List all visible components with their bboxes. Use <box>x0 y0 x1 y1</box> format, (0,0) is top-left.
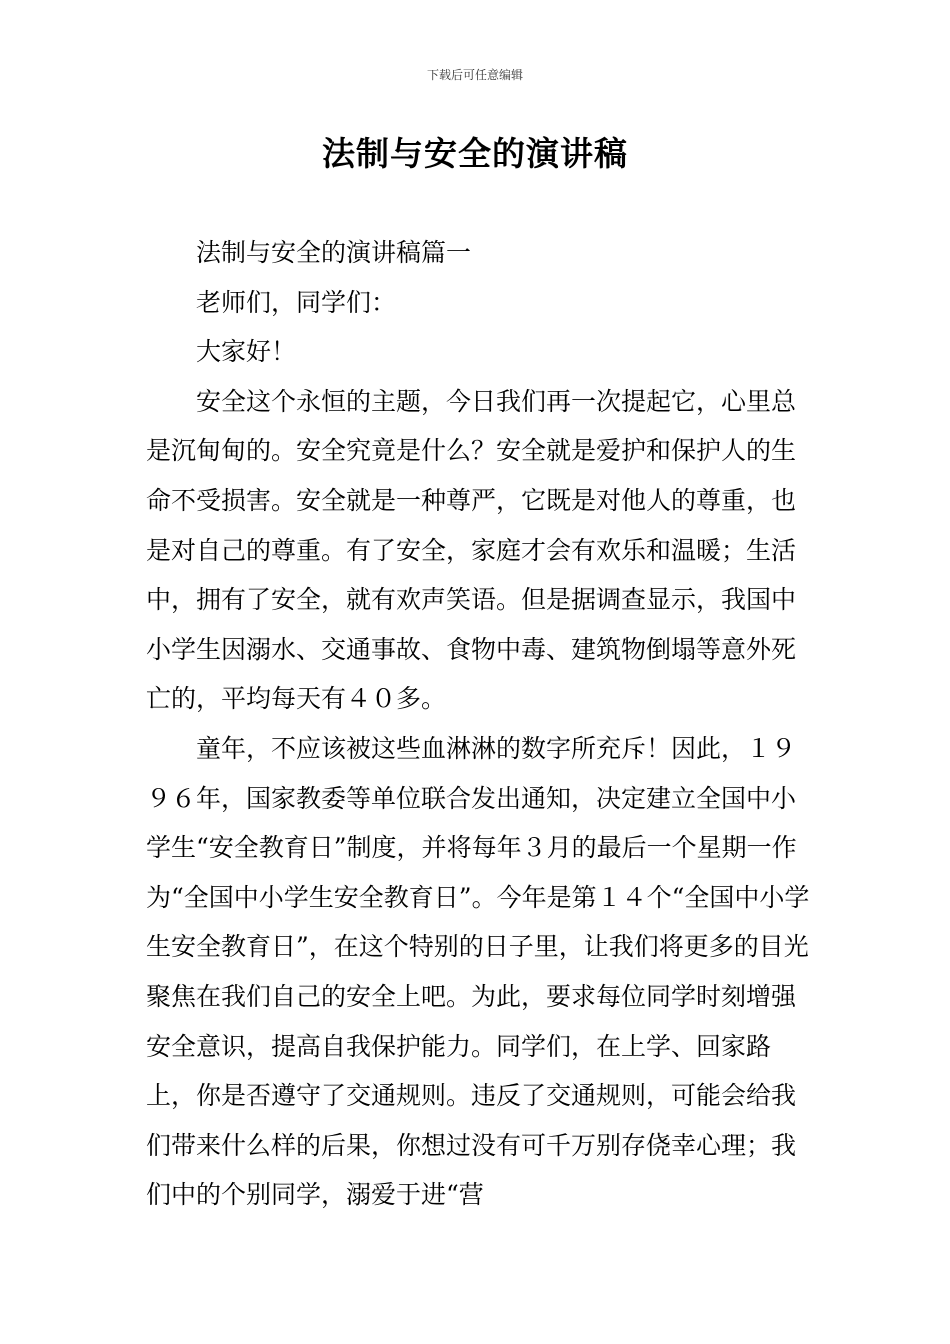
document-title: 法制与安全的演讲稿 <box>322 134 628 173</box>
body-paragraph: 安全这个永恒的主题，今日我们再一次提起它，心里总是沉甸甸的。安全究竟是什么？安全就是爱护和保护人的生命不受损害。安全就是一种尊严，它既是对他人的尊重，也是对自己的尊重。有了安全，家庭才会有欢乐和温暖；生活中，拥有了安全，就有欢声笑语。但是据调查显示，我国中小学生因溺水、交通事故、食物中毒、建筑物倒塌等意外死亡的，平均每天有４０多。 <box>146 386 797 714</box>
header-note: 下载后可任意编辑 <box>426 68 523 82</box>
section-heading: 法制与安全的演讲稿篇一 <box>196 238 472 267</box>
body-paragraph: 童年，不应该被这些血淋淋的数字所充斥！因此，１９９６年，国家教委等单位联合发出通知，决定建立全国中小学生“安全教育日”制度，并将每年３月的最后一个星期一作为“全国中小学生安全教育日”。今年是第１４个“全国中小学生安全教育日”，在这个特别的日子里，让我们将更多的目光聚焦在我们自己的安全上吧。为此，要求每位同学时刻增强安全意识，提高自我保护能力。同学们，在上学、回家路上，你是否遵守了交通规则。违反了交通规则，可能会给我们带来什么样的后果，你想过没有可千万别存侥幸心理；我们中的个别同学，溺爱于进“营 <box>146 733 810 1210</box>
salutation: 老师们，同学们： <box>196 287 397 317</box>
document-body <box>146 228 810 1220</box>
greeting: 大家好！ <box>196 337 297 367</box>
